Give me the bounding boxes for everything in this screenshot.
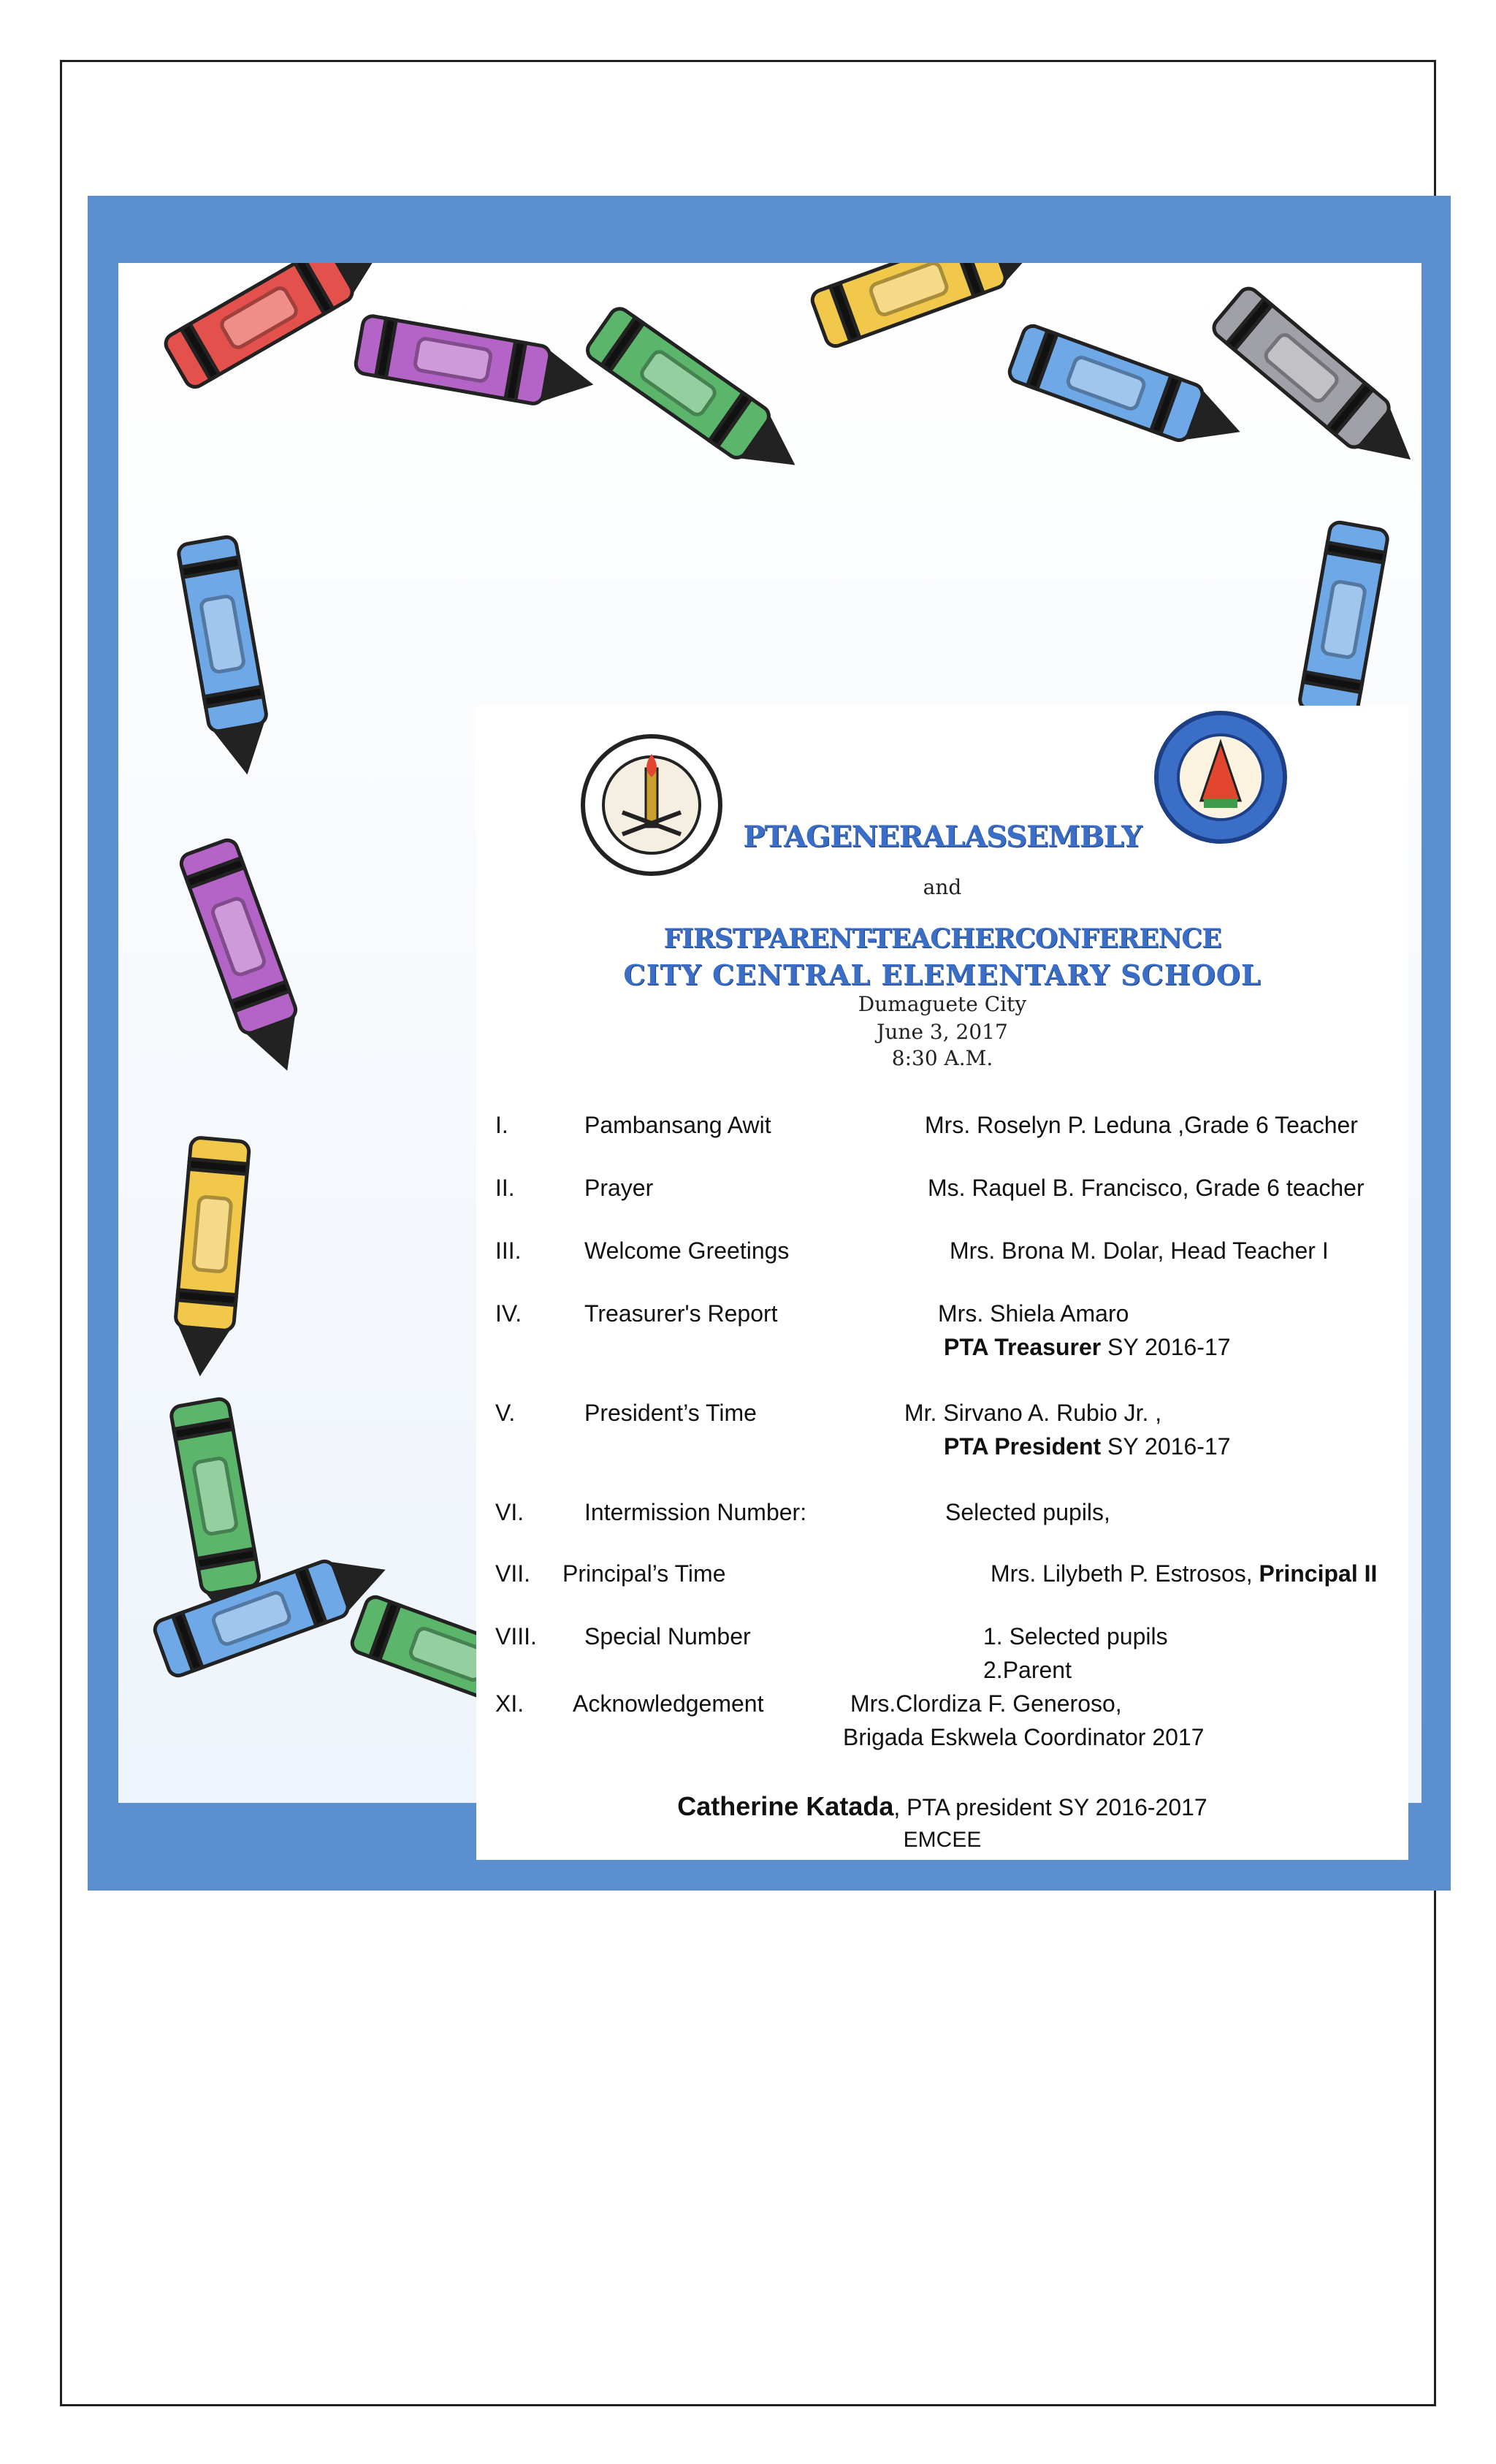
school-seal-logo xyxy=(579,732,725,878)
program-number: VII. xyxy=(495,1560,531,1587)
program-person: Mrs. Shiela Amaro xyxy=(938,1300,1129,1327)
and-text: and xyxy=(923,875,962,899)
program-role xyxy=(944,1334,1231,1361)
person-name: Mrs. Lilybeth P. Estrosos, xyxy=(991,1560,1259,1587)
crayon-frame-inner xyxy=(118,263,1421,1852)
program-number: XI. xyxy=(495,1690,524,1717)
event-date: June 3, 2017 xyxy=(877,1020,1008,1044)
program-number: VIII. xyxy=(495,1623,537,1649)
program-item: Special Number xyxy=(584,1623,751,1649)
program-item: Prayer xyxy=(584,1175,654,1201)
program-item: Treasurer's Report xyxy=(584,1300,778,1327)
program-person-2: 2.Parent xyxy=(983,1657,1072,1683)
program-person: 1. Selected pupils xyxy=(983,1623,1168,1649)
city-text: Dumaguete City xyxy=(858,992,1027,1016)
program-number: III. xyxy=(495,1237,522,1264)
emcee-label: EMCEE xyxy=(903,1828,982,1852)
emcee-role: , PTA president SY 2016-2017 xyxy=(893,1794,1207,1820)
program-number: VI. xyxy=(495,1499,524,1525)
program-number: V. xyxy=(495,1400,516,1426)
crayon-frame xyxy=(88,196,1451,1891)
role-title: PTA Treasurer xyxy=(944,1334,1102,1360)
role-year: SY 2016-17 xyxy=(1101,1334,1231,1360)
program-person: Mrs.Clordiza F. Generoso, xyxy=(850,1690,1122,1717)
program-person: Mr. Sirvano A. Rubio Jr. , xyxy=(904,1400,1162,1426)
program-number: II. xyxy=(495,1175,515,1201)
person-title: Principal II xyxy=(1259,1560,1378,1587)
program-number: I. xyxy=(495,1112,508,1138)
program-item: Acknowledgement xyxy=(573,1690,764,1717)
program-item: Intermission Number: xyxy=(584,1499,807,1525)
program-person: Ms. Raquel B. Francisco, Grade 6 teacher xyxy=(928,1175,1365,1201)
program-person: Mrs. Brona M. Dolar, Head Teacher I xyxy=(950,1237,1329,1264)
program-item: Principal’s Time xyxy=(562,1560,726,1587)
school-name: CITY CENTRAL ELEMENTARY SCHOOL xyxy=(623,958,1262,991)
emcee-name: Catherine Katada xyxy=(677,1791,894,1821)
event-time: 8:30 A.M. xyxy=(891,1046,993,1070)
program-person: Mrs. Roselyn P. Leduna ,Grade 6 Teacher xyxy=(925,1112,1358,1138)
role-year: SY 2016-17 xyxy=(1101,1433,1231,1460)
emcee-line xyxy=(476,1791,1408,1822)
program-role xyxy=(944,1433,1230,1460)
program-person xyxy=(991,1560,1377,1587)
program-item: Welcome Greetings xyxy=(584,1237,790,1264)
program-item: Pambansang Awit xyxy=(584,1112,771,1138)
program-card xyxy=(476,706,1408,1860)
program-item: President’s Time xyxy=(584,1400,757,1426)
program-number: IV. xyxy=(495,1300,522,1327)
program-person: Selected pupils, xyxy=(945,1499,1110,1525)
conference-title: FIRSTPARENT-TEACHERCONFERENCE xyxy=(663,923,1221,954)
role-title: PTA President xyxy=(944,1433,1102,1460)
assembly-title: PTAGENERALASSEMBLY xyxy=(743,820,1142,854)
program-person-2: Brigada Eskwela Coordinator 2017 xyxy=(843,1724,1205,1750)
